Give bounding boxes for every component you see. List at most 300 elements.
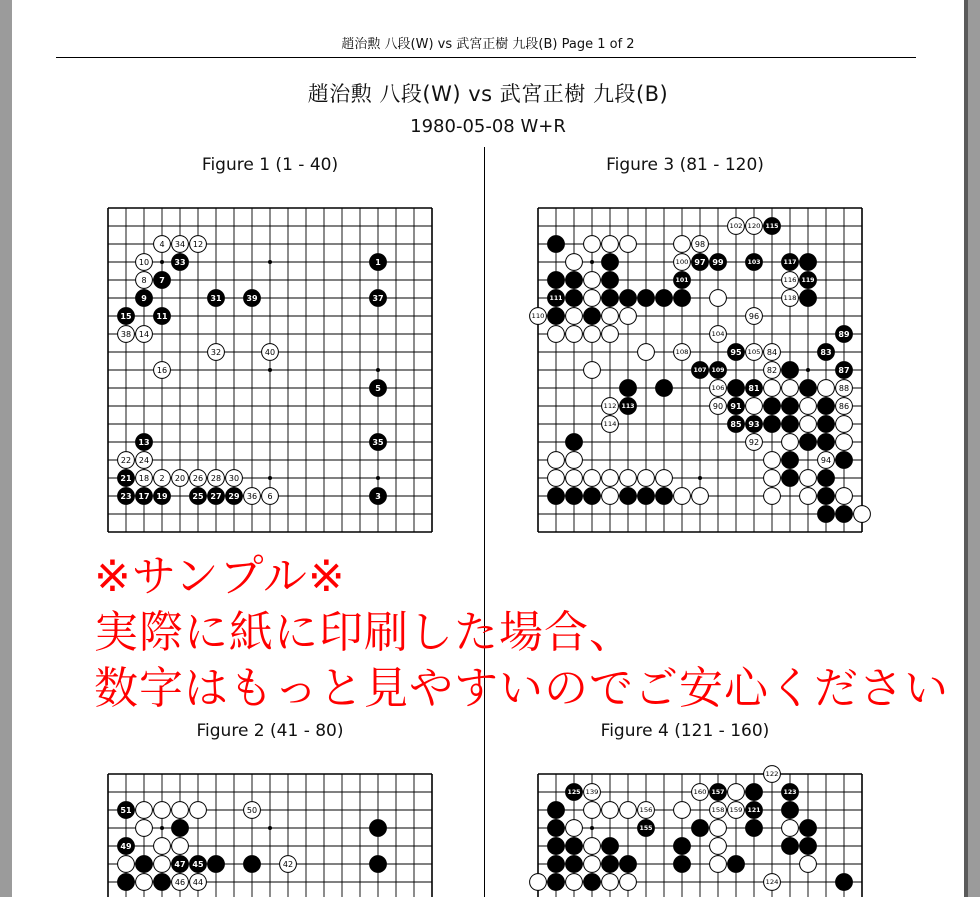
white-stone [710,838,727,855]
move-number: 81 [748,383,760,393]
move-number: 7 [159,275,165,285]
white-stone [620,236,637,253]
move-number: 123 [783,789,797,797]
black-stone [190,488,207,505]
white-stone [782,290,799,307]
black-stone [746,254,763,271]
move-number: 117 [783,259,797,267]
move-number: 155 [639,825,653,833]
black-stone [782,398,799,415]
black-stone [746,380,763,397]
move-number: 8 [141,275,147,285]
white-stone [172,802,189,819]
black-stone [692,362,709,379]
white-stone [800,416,817,433]
black-stone [584,874,601,891]
black-stone [818,506,835,523]
white-stone [728,802,745,819]
black-stone [208,488,225,505]
black-stone [764,218,781,235]
black-stone [782,802,799,819]
column-divider [484,147,485,897]
black-stone [602,838,619,855]
move-number: 10 [138,257,150,267]
move-number: 112 [603,403,617,411]
move-number: 121 [747,807,761,815]
move-number: 9 [141,293,147,303]
white-stone [746,434,763,451]
move-number: 118 [783,295,797,303]
black-stone [602,254,619,271]
white-stone [566,470,583,487]
move-number: 125 [567,789,581,797]
white-stone [818,452,835,469]
move-number: 42 [282,859,294,869]
black-stone [118,838,135,855]
white-stone [800,488,817,505]
move-number: 91 [730,401,742,411]
white-stone [136,326,153,343]
move-number: 87 [838,365,850,375]
white-stone [710,820,727,837]
black-stone [244,290,261,307]
move-number: 115 [765,223,779,231]
move-number: 95 [730,347,742,357]
black-stone [800,434,817,451]
black-stone [602,290,619,307]
move-number: 89 [838,329,850,339]
move-number: 99 [712,257,724,267]
black-stone [548,290,565,307]
move-number: 11 [156,311,168,321]
black-stone [764,398,781,415]
move-number: 18 [138,473,150,483]
move-number: 98 [694,239,706,249]
white-stone [190,802,207,819]
black-stone [728,380,745,397]
white-stone [620,470,637,487]
black-stone [674,290,691,307]
white-stone [764,766,781,783]
white-stone [764,470,781,487]
black-stone [836,874,853,891]
black-stone [566,434,583,451]
move-number: 35 [372,437,384,447]
white-stone [154,470,171,487]
white-stone [262,488,279,505]
black-stone [728,416,745,433]
move-number: 92 [748,437,760,447]
black-stone [710,784,727,801]
white-stone [602,470,619,487]
white-stone [530,874,547,891]
black-stone [800,290,817,307]
move-number: 12 [192,239,204,249]
black-stone [548,272,565,289]
move-number: 6 [267,491,273,501]
black-stone [154,488,171,505]
white-stone [818,380,835,397]
black-stone [136,488,153,505]
move-number: 20 [174,473,186,483]
black-stone [746,802,763,819]
black-stone [746,416,763,433]
white-stone [638,344,655,361]
move-number: 49 [120,841,132,851]
move-number: 97 [694,257,706,267]
black-stone [782,416,799,433]
black-stone [154,272,171,289]
black-stone [370,380,387,397]
black-stone [710,254,727,271]
black-stone [584,488,601,505]
black-stone [692,254,709,271]
white-stone [746,308,763,325]
black-stone [674,272,691,289]
move-number: 120 [747,223,761,231]
black-stone [800,380,817,397]
white-stone [800,470,817,487]
move-number: 5 [375,383,381,393]
move-number: 36 [246,491,258,501]
white-stone [764,380,781,397]
white-stone [136,272,153,289]
move-number: 27 [210,491,222,501]
black-stone [136,434,153,451]
white-stone [692,236,709,253]
white-stone [602,874,619,891]
black-stone [782,784,799,801]
black-stone [656,488,673,505]
white-stone [728,218,745,235]
black-stone [746,784,763,801]
move-number: 109 [711,367,725,375]
move-number: 101 [675,277,689,285]
move-number: 93 [748,419,760,429]
black-stone [782,452,799,469]
move-number: 13 [138,437,150,447]
white-stone [674,488,691,505]
move-number: 139 [585,789,599,797]
white-stone [584,856,601,873]
black-stone [172,254,189,271]
move-number: 122 [765,771,779,779]
white-stone [584,802,601,819]
black-stone [566,488,583,505]
white-stone [584,362,601,379]
move-number: 100 [675,259,689,267]
black-stone [836,326,853,343]
move-number: 45 [192,859,204,869]
black-stone [370,254,387,271]
black-stone [656,290,673,307]
white-stone [674,236,691,253]
white-stone [692,488,709,505]
white-stone [262,344,279,361]
white-stone [602,236,619,253]
black-stone [548,856,565,873]
go-board-figure-2 [108,774,432,897]
black-stone [136,290,153,307]
move-number: 16 [156,365,168,375]
white-stone [602,308,619,325]
black-stone [548,820,565,837]
move-number: 82 [766,365,778,375]
black-stone [370,856,387,873]
white-stone [656,470,673,487]
white-stone [710,290,727,307]
black-stone [800,838,817,855]
move-number: 38 [120,329,132,339]
white-stone [548,326,565,343]
white-stone [172,470,189,487]
move-number: 85 [730,419,742,429]
white-stone [764,362,781,379]
move-number: 28 [210,473,222,483]
white-stone [172,236,189,253]
black-stone [154,874,171,891]
black-stone [746,820,763,837]
move-number: 46 [174,877,186,887]
white-stone [118,856,135,873]
black-stone [172,856,189,873]
white-stone [566,326,583,343]
move-number: 37 [372,293,384,303]
black-stone [548,838,565,855]
move-number: 156 [639,807,653,815]
white-stone [190,470,207,487]
black-stone [620,488,637,505]
black-stone [226,488,243,505]
white-stone [836,416,853,433]
white-stone [602,398,619,415]
white-stone [172,838,189,855]
black-stone [244,856,261,873]
white-stone [566,874,583,891]
white-stone [566,820,583,837]
white-stone [118,326,135,343]
move-number: 83 [820,347,832,357]
white-stone [764,344,781,361]
black-stone [818,398,835,415]
move-number: 39 [246,293,258,303]
move-number: 51 [120,805,132,815]
move-number: 158 [711,807,725,815]
black-stone [638,290,655,307]
white-stone [530,308,547,325]
white-stone [172,874,189,891]
black-stone [566,838,583,855]
move-number: 29 [228,491,240,501]
white-stone [566,254,583,271]
white-stone [136,470,153,487]
white-stone [710,398,727,415]
black-stone [370,488,387,505]
black-stone [566,272,583,289]
white-stone [136,452,153,469]
move-number: 21 [120,473,132,483]
white-stone [584,326,601,343]
move-number: 96 [748,311,760,321]
white-stone [602,326,619,343]
move-number: 119 [801,277,815,285]
move-number: 19 [156,491,168,501]
white-stone [154,362,171,379]
white-stone [710,326,727,343]
white-stone [280,856,297,873]
black-stone [728,856,745,873]
white-stone [746,218,763,235]
move-number: 44 [192,877,204,887]
move-number: 86 [838,401,850,411]
black-stone [800,272,817,289]
black-stone [674,838,691,855]
move-number: 2 [159,473,165,483]
white-stone [548,470,565,487]
white-stone [782,272,799,289]
move-number: 15 [120,311,132,321]
white-stone [244,488,261,505]
move-number: 23 [120,491,132,501]
black-stone [656,380,673,397]
move-number: 105 [747,349,761,357]
white-stone [674,802,691,819]
white-stone [674,254,691,271]
white-stone [764,452,781,469]
black-stone [118,488,135,505]
move-number: 30 [228,473,240,483]
white-stone [782,380,799,397]
white-stone [800,856,817,873]
white-stone [136,820,153,837]
white-stone [154,236,171,253]
move-number: 111 [549,295,563,303]
black-stone [638,488,655,505]
move-number: 94 [820,455,832,465]
black-stone [370,290,387,307]
black-stone [782,838,799,855]
move-number: 4 [159,239,165,249]
white-stone [226,470,243,487]
move-number: 160 [693,789,707,797]
game-title: 趙治勲 八段(W) vs 武宮正樹 九段(B) [307,82,669,106]
black-stone [818,344,835,361]
figure-4-caption: Figure 4 (121 - 160) [600,721,770,741]
move-number: 3 [375,491,381,501]
black-stone [370,434,387,451]
white-stone [154,838,171,855]
white-stone [208,344,225,361]
black-stone [818,488,835,505]
white-stone [764,488,781,505]
white-stone [728,784,745,801]
move-number: 107 [693,367,707,375]
white-stone [602,416,619,433]
black-stone [602,272,619,289]
black-stone [818,470,835,487]
black-stone [728,344,745,361]
white-stone [136,802,153,819]
move-number: 47 [174,859,186,869]
black-stone [800,254,817,271]
white-stone [764,874,781,891]
white-stone [602,802,619,819]
white-stone [208,470,225,487]
white-stone [854,506,871,523]
black-stone [800,820,817,837]
move-number: 124 [765,879,779,887]
move-number: 88 [838,383,850,393]
black-stone [118,874,135,891]
black-stone [818,434,835,451]
move-number: 116 [783,277,797,285]
figure-2-caption: Figure 2 (41 - 80) [196,721,344,741]
move-number: 31 [210,293,222,303]
sample-notice-line-2: 実際に紙に印刷した場合、 [94,607,634,658]
white-stone [602,488,619,505]
black-stone [818,416,835,433]
move-number: 159 [729,807,743,815]
black-stone [208,856,225,873]
move-number: 104 [711,331,725,339]
go-board-figure-1 [108,208,432,532]
black-stone [172,820,189,837]
black-stone [548,488,565,505]
black-stone [728,398,745,415]
white-stone [566,452,583,469]
black-stone [836,362,853,379]
white-stone [118,452,135,469]
black-stone [548,802,565,819]
black-stone [782,254,799,271]
move-number: 34 [174,239,186,249]
white-stone [746,344,763,361]
black-stone [566,856,583,873]
white-stone [584,290,601,307]
sample-notice-line-3: 数字はもっと見やすいのでご安心ください [94,663,949,714]
figure-3-caption: Figure 3 (81 - 120) [606,155,764,175]
white-stone [800,398,817,415]
white-stone [584,838,601,855]
black-stone [584,308,601,325]
black-stone [836,506,853,523]
white-stone [136,254,153,271]
black-stone [764,416,781,433]
black-stone [620,856,637,873]
move-number: 50 [246,805,258,815]
game-date-result: 1980-05-08 W+R [410,116,566,137]
move-number: 157 [711,789,725,797]
running-header: 趙治勲 八段(W) vs 武宮正樹 九段(B) Page 1 of 2 [341,37,635,52]
move-number: 40 [264,347,276,357]
white-stone [746,398,763,415]
black-stone [154,308,171,325]
figure-1-caption: Figure 1 (1 - 40) [201,155,339,175]
move-number: 14 [138,329,150,339]
move-number: 33 [174,257,186,267]
black-stone [118,802,135,819]
black-stone [836,452,853,469]
black-stone [620,290,637,307]
white-stone [244,802,261,819]
header-rule [56,57,916,58]
black-stone [370,820,387,837]
black-stone [620,380,637,397]
sample-notice-line-1: ※サンプル※ [94,551,346,602]
white-stone [638,802,655,819]
white-stone [136,874,153,891]
move-number: 114 [603,421,617,429]
